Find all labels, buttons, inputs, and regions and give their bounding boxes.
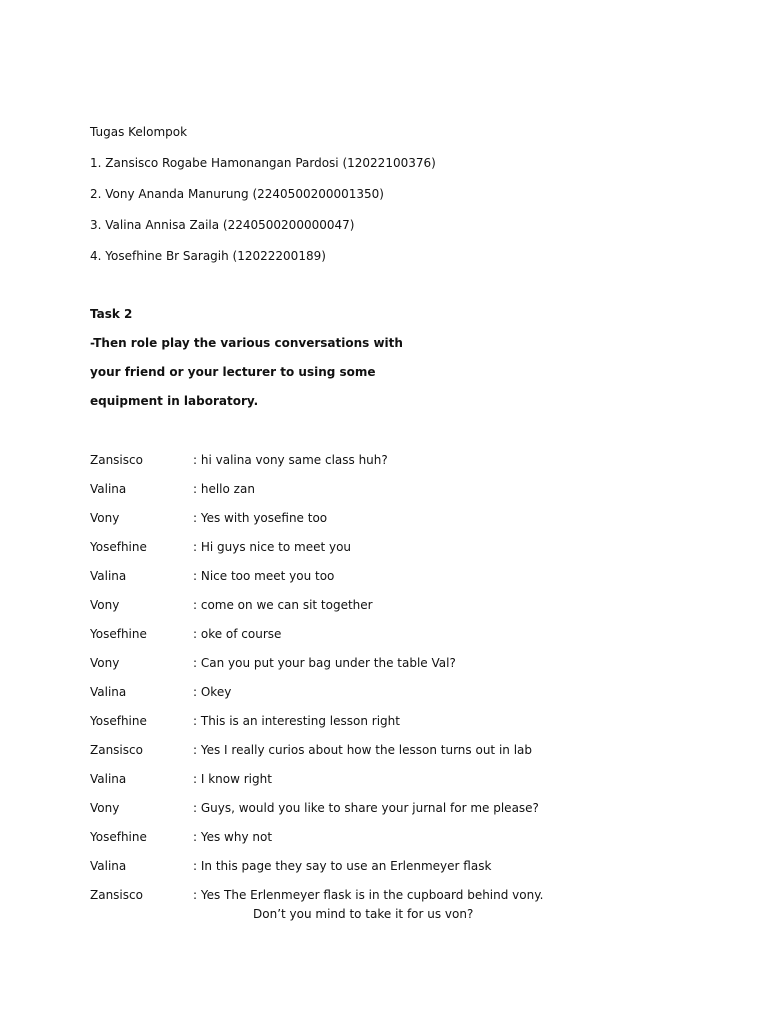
dialog-line: : Guys, would you like to share your jurnal for me please? bbox=[193, 801, 539, 815]
dialog-row bbox=[90, 567, 710, 596]
dialog-line: : I know right bbox=[193, 772, 272, 786]
dialog-line: : Yes The Erlenmeyer flask is in the cupboard behind vony. bbox=[193, 888, 544, 902]
speaker-name: Valina bbox=[90, 772, 127, 786]
speaker-name: Valina bbox=[90, 859, 127, 873]
task-instruction-line-2: your friend or your lecturer to using some bbox=[90, 365, 376, 379]
speaker-name: Yosefhine bbox=[90, 714, 147, 728]
member-2: 2. Vony Ananda Manurung (2240500200001350) bbox=[90, 187, 384, 201]
group-title: Tugas Kelompok bbox=[90, 125, 188, 139]
speaker-name: Valina bbox=[90, 569, 127, 583]
dialog-row bbox=[90, 625, 710, 654]
dialog-line: : oke of course bbox=[193, 627, 282, 641]
speaker-name: Valina bbox=[90, 482, 127, 496]
speaker-name: Yosefhine bbox=[90, 540, 147, 554]
speaker-name: Vony bbox=[90, 656, 120, 670]
dialog-row bbox=[90, 596, 710, 625]
dialog-list bbox=[90, 451, 710, 921]
dialog-line: : This is an interesting lesson right bbox=[193, 714, 400, 728]
speaker-name: Yosefhine bbox=[90, 627, 147, 641]
dialog-row bbox=[90, 712, 710, 741]
dialog-row bbox=[90, 451, 710, 480]
member-1: 1. Zansisco Rogabe Hamonangan Pardosi (12022100376) bbox=[90, 156, 436, 170]
dialog-row bbox=[90, 828, 710, 857]
dialog-line: : Hi guys nice to meet you bbox=[193, 540, 352, 554]
dialog-row bbox=[90, 857, 710, 886]
dialog-row bbox=[90, 683, 710, 712]
dialog-row bbox=[90, 509, 710, 538]
dialog-row bbox=[90, 741, 710, 770]
dialog-line: : hello zan bbox=[193, 482, 255, 496]
speaker-name: Zansisco bbox=[90, 743, 143, 757]
speaker-name: Vony bbox=[90, 511, 120, 525]
speaker-name: Vony bbox=[90, 801, 120, 815]
dialog-row bbox=[90, 770, 710, 799]
dialog-line: : hi valina vony same class huh? bbox=[193, 453, 388, 467]
dialog-line: : Nice too meet you too bbox=[193, 569, 335, 583]
member-4: 4. Yosefhine Br Saragih (12022200189) bbox=[90, 249, 326, 263]
dialog-line: : Can you put your bag under the table Val? bbox=[193, 656, 456, 670]
dialog-line: : Okey bbox=[193, 685, 232, 699]
task-title: Task 2 bbox=[90, 307, 133, 321]
dialog-line: : Yes with yosefine too bbox=[193, 511, 328, 525]
dialog-line: : come on we can sit together bbox=[193, 598, 373, 612]
task-instruction-line-3: equipment in laboratory. bbox=[90, 394, 259, 408]
dialog-row bbox=[90, 654, 710, 683]
speaker-name: Vony bbox=[90, 598, 120, 612]
dialog-row bbox=[90, 886, 710, 921]
member-3: 3. Valina Annisa Zaila (2240500200000047) bbox=[90, 218, 355, 232]
task-instruction-line-1: -Then role play the various conversations with bbox=[90, 336, 403, 350]
speaker-name: Valina bbox=[90, 685, 127, 699]
dialog-line: : Yes I really curios about how the lesson turns out in lab bbox=[193, 743, 532, 757]
task-section bbox=[90, 305, 403, 421]
speaker-name: Yosefhine bbox=[90, 830, 147, 844]
dialog-row bbox=[90, 799, 710, 828]
dialog-line-continuation: Don’t you mind to take it for us von? bbox=[253, 907, 474, 921]
dialog-line: : In this page they say to use an Erlenmeyer flask bbox=[193, 859, 492, 873]
dialog-row bbox=[90, 480, 710, 509]
speaker-name: Zansisco bbox=[90, 888, 143, 902]
dialog-row bbox=[90, 538, 710, 567]
dialog-line: : Yes why not bbox=[193, 830, 273, 844]
speaker-name: Zansisco bbox=[90, 453, 143, 467]
group-info bbox=[90, 123, 436, 278]
